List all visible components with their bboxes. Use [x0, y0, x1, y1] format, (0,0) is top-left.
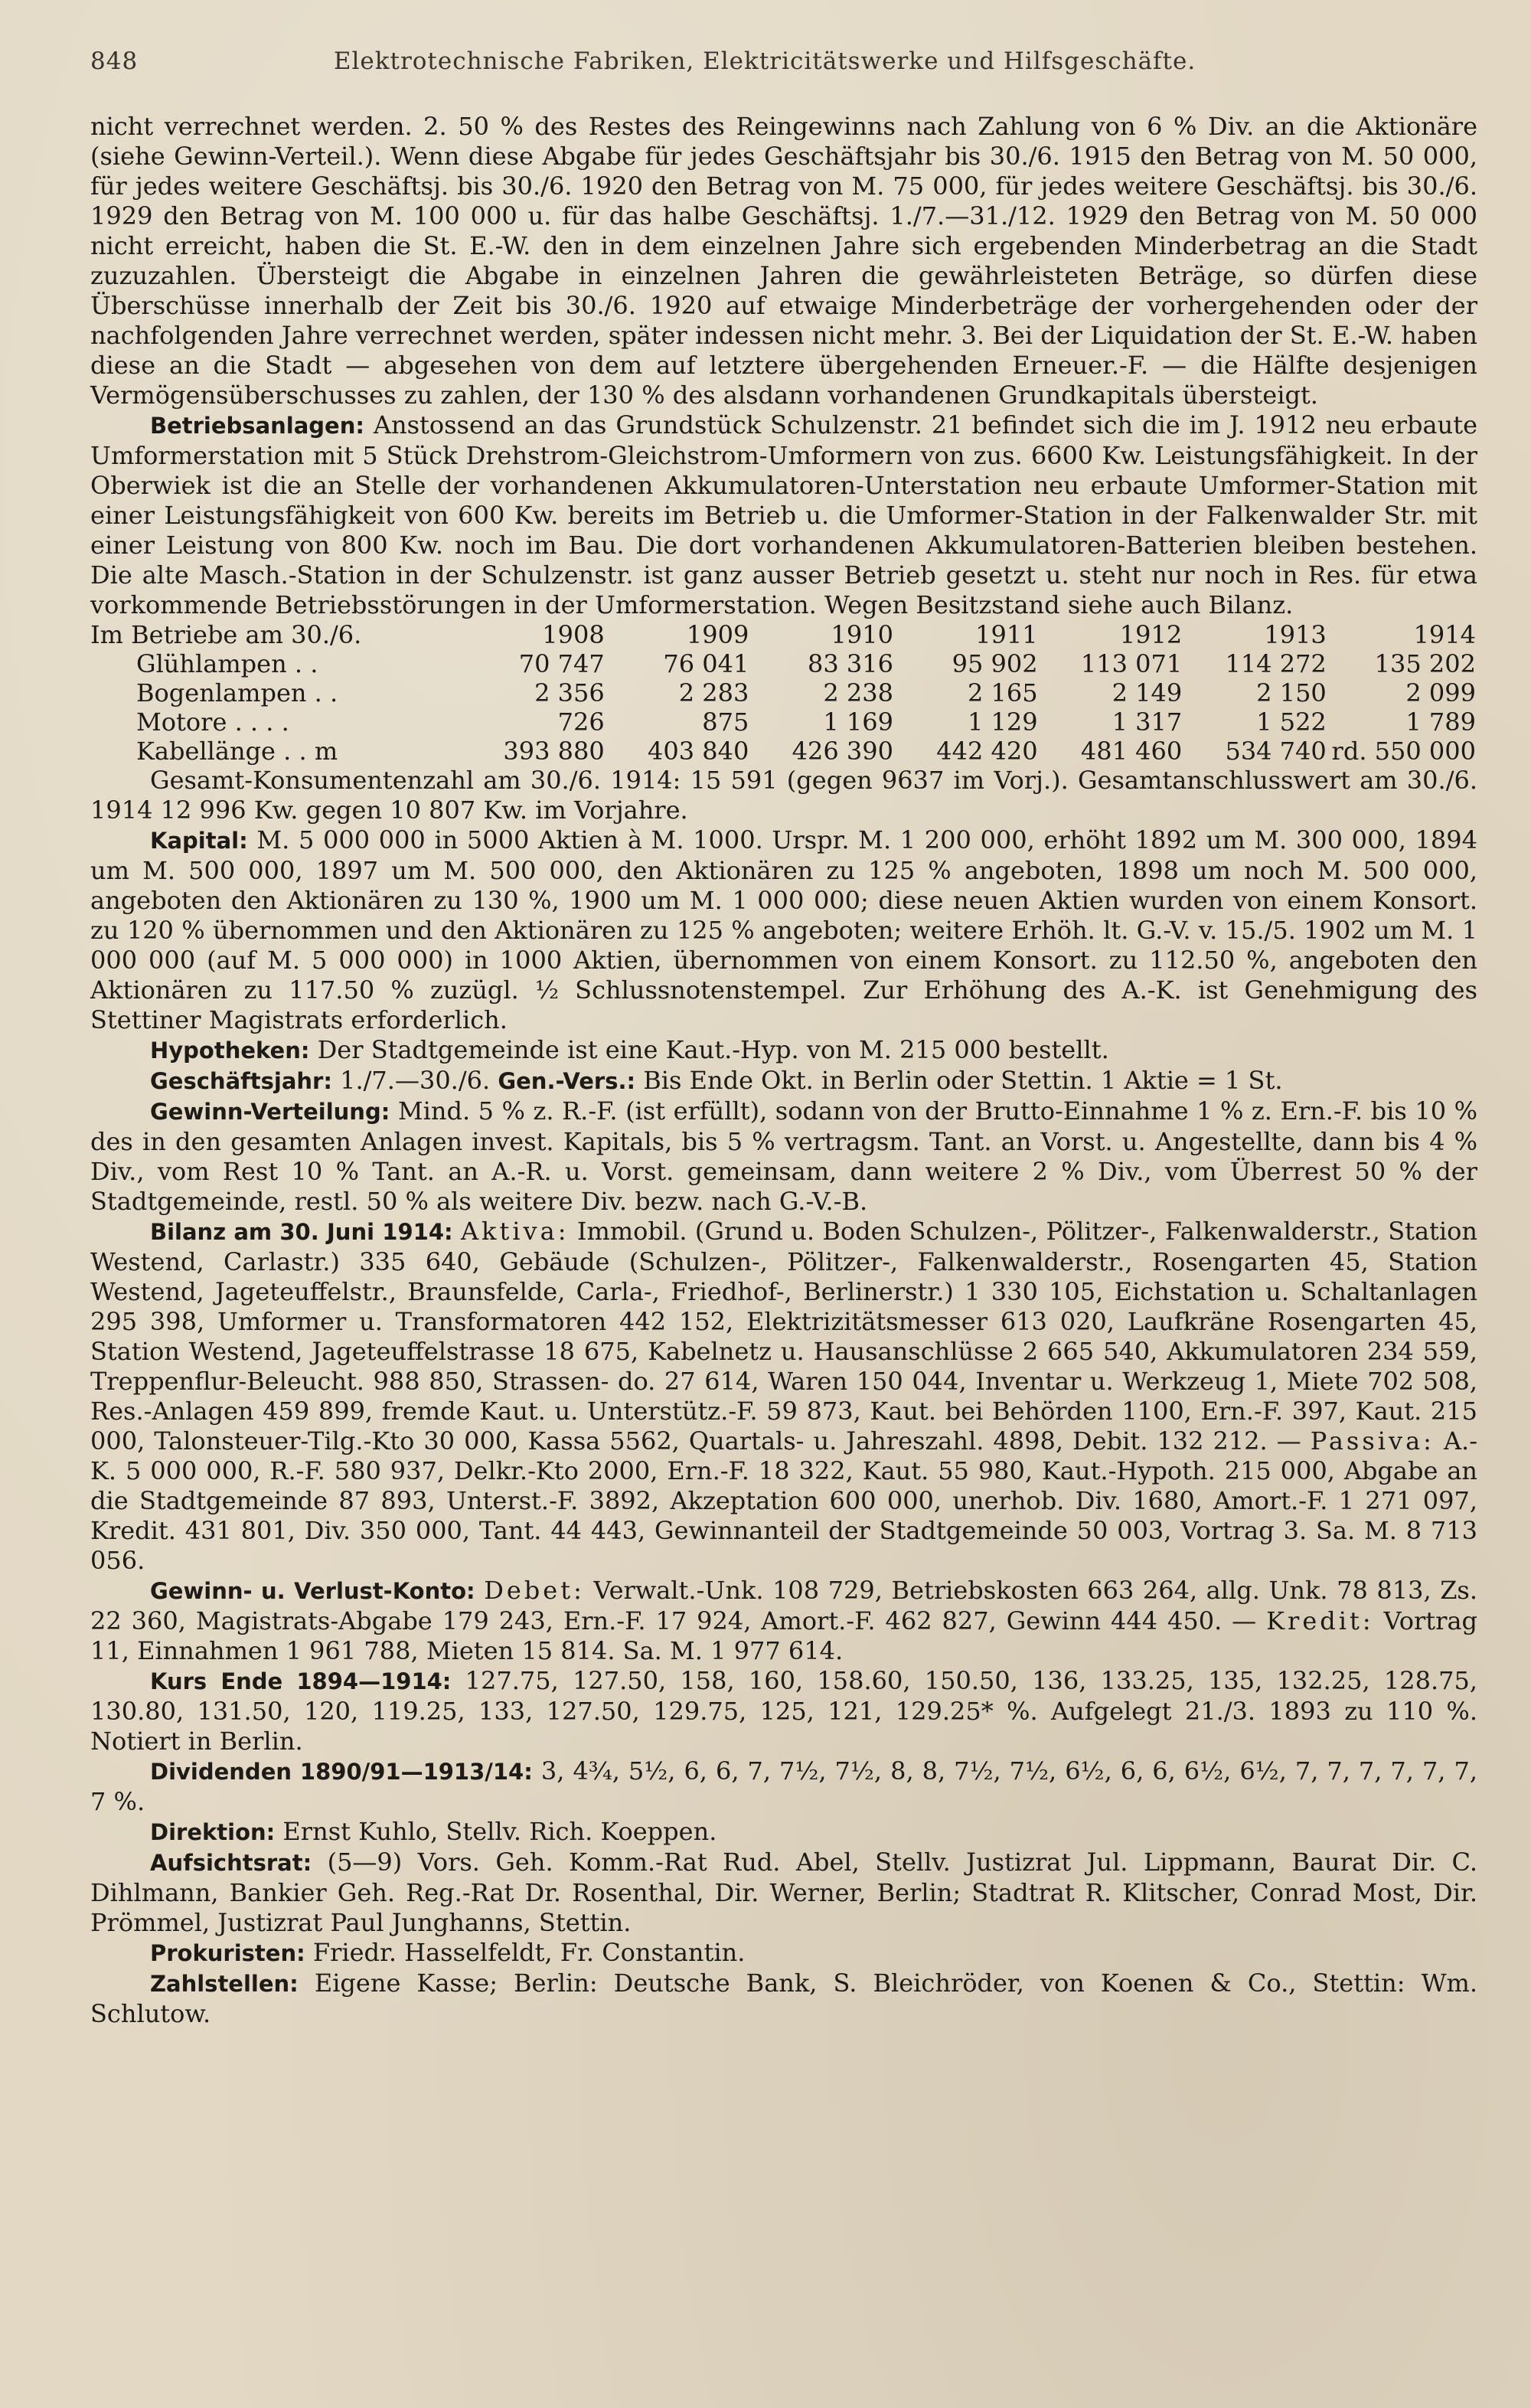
value-cell: 481 460 — [1080, 737, 1183, 766]
hypotheken-text: Der Stadtgemeinde ist eine Kaut.-Hyp. von M. 215 000 bestellt. — [317, 1035, 1109, 1064]
kurs-label: Kurs Ende 1894—1914: — [150, 1668, 452, 1694]
value-cell: 1 169 — [823, 707, 893, 737]
running-title: Elektrotechnische Fabriken, Elektricitätswerke und Hilfsgeschäfte. — [333, 47, 1196, 75]
hypotheken-paragraph — [90, 1035, 1477, 1066]
table-row — [90, 649, 1476, 678]
geschaeftsjahr-paragraph — [90, 1066, 1477, 1096]
year-cell: 1909 — [686, 620, 749, 649]
konsumenten-paragraph: Gesamt-Konsumentenzahl am 30./6. 1914: 15 591 (gegen 9637 im Vorj.). Gesamtanschlusswert am 30./6. 1914 12 996 Kw. gegen 10 807 Kw. im Vorjahre. — [90, 766, 1477, 825]
row-label: Kabellänge . . m — [136, 737, 338, 766]
aufsichtsrat-text: (5—9) Vors. Geh. Komm.-Rat Rud. Abel, Stellv. Justizrat Jul. Lippmann, Baurat Dir. C. Dihlmann, Bankier Geh. Reg.-Rat Dr. Rosenthal, Dir. Werner, Berlin; Stadtrat R. Klitscher, Conrad Most, Dir. Prömmel, Justizrat Paul Junghanns, Stettin. — [90, 1848, 1478, 1937]
year-cell: 1911 — [975, 620, 1038, 649]
year-cell: 1908 — [542, 620, 605, 649]
value-cell: 76 041 — [663, 649, 749, 678]
table-row — [90, 737, 1476, 766]
gewinnverteilung-label: Gewinn-Verteilung: — [150, 1099, 390, 1125]
passiva-label: Passiva: — [1310, 1426, 1435, 1456]
aufsichtsrat-label: Aufsichtsrat: — [150, 1850, 312, 1876]
bilanz-label: Bilanz am 30. Juni 1914: — [150, 1219, 453, 1245]
kurs-text: 127.75, 127.50, 158, 160, 158.60, 150.50, 136, 133.25, 135, 132.25, 128.75, 130.80, 131.50, 120, 119.25, 133, 127.50, 129.75, 125, 121, 129.25* %. Aufgelegt 21./3. 1893 zu 110 %. Notiert in Berlin. — [90, 1666, 1478, 1756]
value-cell: 2 165 — [967, 678, 1038, 707]
kredit-label: Kredit: — [1266, 1606, 1374, 1635]
value-cell: rd. 550 000 — [1331, 737, 1476, 766]
year-cell: 1913 — [1264, 620, 1327, 649]
direktion-label: Direktion: — [150, 1819, 276, 1845]
kapital-label: Kapital: — [150, 828, 248, 854]
year-cell: 1914 — [1413, 620, 1476, 649]
value-cell: 70 747 — [518, 649, 605, 678]
gewinnverteilung-text: Mind. 5 % z. R.-F. (ist erfüllt), sodann von der Brutto-Einnahme 1 % z. Ern.-F. bis 10 % des in den gesamten Anlagen invest. Kapitals, bis 5 % vertragsm. Tant. an Vorst. u. Angestellte, dann bis 4 % Div., vom Rest 10 % Tant. an A.-R. u. Vorst. gemeinsam, dann weitere 2 % Div., vom Überrest 50 % der Stadtgemeinde, restl. 50 % als weitere Div. bezw. nach G.-V.-B. — [90, 1096, 1478, 1216]
aufsichtsrat-paragraph — [90, 1848, 1477, 1938]
year-cell: 1910 — [831, 620, 893, 649]
value-cell: 113 071 — [1080, 649, 1183, 678]
body-text — [90, 112, 1477, 2029]
table-row — [90, 678, 1476, 707]
geschaeftsjahr-label: Geschäftsjahr: — [150, 1068, 332, 1094]
value-cell: 114 272 — [1225, 649, 1327, 678]
aktiva-text: Immobil. (Grund u. Boden Schulzen-, Pölitzer-, Falkenwalderstr., Station Westend, Carlastr.) 335 640, Gebäude (Schulzen-, Pölitzer-, Falkenwalderstr., Rosengarten 45, Station Westend, Jageteuffelstr., Braunsfelde, Carla-, Friedhof-, Berlinerstr.) 1 330 105, Eichstation u. Schaltanlagen 295 398, Umformer u. Transformatoren 442 152, Elektrizitätsmesser 613 020, Laufkräne Rosengarten 45, Station Westend, Jageteuffelstrasse 18 675, Kabelnetz u. Hausanschlüsse 2 665 540, Akkumulatoren 234 559, Treppenflur-Beleucht. 988 850, Strassen- do. 27 614, Waren 150 044, Inventar u. Werkzeug 1, Miete 702 508, Res.-Anlagen 459 899, fremde Kaut. u. Unterstütz.-F. 59 873, Kaut. bei Behörden 1100, Ern.-F. 397, Kaut. 215 000, Talonsteuer-Tilg.-Kto 30 000, Kassa 5562, Quartals- u. Jahreszahl. 4898, Debit. 132 212. — — [90, 1217, 1478, 1456]
zahlstellen-label: Zahlstellen: — [150, 1971, 299, 1997]
value-cell: 875 — [702, 707, 749, 737]
operations-table — [90, 620, 1476, 766]
betriebsanlagen-paragraph — [90, 410, 1477, 620]
value-cell: 95 902 — [952, 649, 1038, 678]
value-cell: 1 317 — [1112, 707, 1183, 737]
value-cell: 393 880 — [503, 737, 605, 766]
passiva-text: A.-K. 5 000 000, R.-F. 580 937, Delkr.-Kto 2000, Ern.-F. 18 322, Kaut. 55 980, Kaut.-Hypoth. 215 000, Abgabe an die Stadtgemeinde 87 893, Unterst.-F. 3892, Akzeptation 600 000, unerhob. Div. 1680, Amort.-F. 1 271 097, Kredit. 431 801, Div. 350 000, Tant. 44 443, Gewinnanteil der Stadtgemeinde 50 003, Vortrag 3. Sa. M. 8 713 056. — [90, 1426, 1478, 1575]
value-cell: 442 420 — [936, 737, 1038, 766]
direktion-paragraph — [90, 1817, 1477, 1848]
debet-label: Debet: — [484, 1576, 585, 1605]
kapital-paragraph — [90, 825, 1477, 1035]
table-header-row — [90, 620, 1476, 649]
value-cell: 135 202 — [1374, 649, 1476, 678]
value-cell: 534 740 — [1225, 737, 1327, 766]
kapital-text: M. 5 000 000 in 5000 Aktien à M. 1000. Urspr. M. 1 200 000, erhöht 1892 um M. 300 000, 1894 um M. 500 000, 1897 um M. 500 000, den Aktionären zu 125 % angeboten, 1898 um noch M. 500 000, angeboten den Aktionären zu 130 %, 1900 um M. 1 000 000; diese neuen Aktien wurden von einem Konsort. zu 120 % übernommen und den Aktionären zu 125 % angeboten; weitere Erhöh. lt. G.-V. v. 15./5. 1902 um M. 1 000 000 (auf M. 5 000 000) in 1000 Aktien, übernommen von einem Konsort. zu 112.50 %, angeboten den Aktionären zu 117.50 % zuzügl. ½ Schlussnotenstempel. Zur Erhöhung des A.-K. ist Genehmigung des Stettiner Magistrats erforderlich. — [90, 825, 1478, 1034]
value-cell: 83 316 — [807, 649, 893, 678]
running-header — [90, 47, 1477, 81]
direktion-text: Ernst Kuhlo, Stellv. Rich. Koeppen. — [282, 1817, 717, 1846]
hypotheken-label: Hypotheken: — [150, 1037, 310, 1064]
gen-vers-text: Bis Ende Okt. in Berlin oder Stettin. 1 Aktie = 1 St. — [643, 1066, 1283, 1095]
value-cell: 726 — [557, 707, 605, 737]
debet-text: Verwalt.-Unk. 108 729, Betriebskosten 663 264, allg. Unk. 78 813, Zs. 22 360, Magistrats-Abgabe 179 243, Ern.-F. 17 924, Amort.-F. 462 827, Gewinn 444 450. — — [90, 1576, 1478, 1635]
dividenden-label: Dividenden 1890/91—1913/14: — [150, 1759, 533, 1785]
row-label: Bogenlampen . . — [136, 678, 338, 707]
table-row — [90, 707, 1476, 737]
geschaeftsjahr-text: 1./7.—30./6. — [340, 1066, 491, 1095]
value-cell: 1 129 — [967, 707, 1038, 737]
prokuristen-text: Friedr. Hasselfeldt, Fr. Constantin. — [312, 1938, 746, 1967]
gewinnverteilung-paragraph — [90, 1096, 1477, 1217]
value-cell: 2 238 — [823, 678, 893, 707]
bilanz-paragraph — [90, 1217, 1477, 1576]
table-header-label: Im Betriebe am 30./6. — [90, 620, 362, 649]
value-cell: 2 150 — [1256, 678, 1327, 707]
betriebsanlagen-label: Betriebsanlagen: — [150, 413, 364, 439]
zahlstellen-paragraph — [90, 1969, 1477, 2029]
dividenden-paragraph — [90, 1756, 1477, 1817]
dividenden-text: 3, 4¾, 5½, 6, 6, 7, 7½, 7½, 8, 8, 7½, 7½, 6½, 6, 6, 6½, 6½, 7, 7, 7, 7, 7, 7, 7 %. — [90, 1756, 1478, 1816]
row-label: Glühlampen . . — [136, 649, 318, 678]
value-cell: 403 840 — [648, 737, 749, 766]
value-cell: 1 789 — [1405, 707, 1476, 737]
value-cell: 2 356 — [534, 678, 605, 707]
year-cell: 1912 — [1119, 620, 1183, 649]
value-cell: 2 149 — [1112, 678, 1183, 707]
guv-paragraph — [90, 1576, 1477, 1666]
zahlstellen-text: Eigene Kasse; Berlin: Deutsche Bank, S. Bleichröder, von Koenen & Co., Stettin: Wm. Schlutow. — [90, 1969, 1478, 2028]
value-cell: 2 283 — [678, 678, 749, 707]
betriebsanlagen-text: Anstossend an das Grundstück Schulzenstr. 21 befindet sich die im J. 1912 neu erbaute Umformerstation mit 5 Stück Drehstrom-Gleichstrom-Umformern von zus. 6600 Kw. Leistungsfähigkeit. In der Oberwiek ist die an Stelle der vorhandenen Akkumulatoren-Unterstation neu erbaute Umformer-Station mit einer Leistungsfähigkeit von 600 Kw. bereits im Betrieb u. die Umformer-Station in der Falkenwalder Str. mit einer Leistung von 800 Kw. noch im Bau. Die dort vorhandenen Akkumulatoren-Batterien bleiben bestehen. Die alte Masch.-Station in der Schulzenstr. ist ganz ausser Betrieb gesetzt u. steht nur noch in Res. für etwa vorkommende Betriebsstörungen in der Umformerstation. Wegen Besitzstand siehe auch Bilanz. — [90, 410, 1478, 619]
value-cell: 426 390 — [792, 737, 893, 766]
aktiva-label: Aktiva: — [460, 1217, 570, 1246]
intro-paragraph: nicht verrechnet werden. 2. 50 % des Restes des Reingewinns nach Zahlung von 6 % Div. an die Aktionäre (siehe Gewinn-Verteil.). Wenn diese Abgabe für jedes Geschäftsjahr bis 30./6. 1915 den Betrag von M. 50 000, für jedes weitere Geschäftsj. bis 30./6. 1920 den Betrag von M. 75 000, für jedes weitere Geschäftsj. bis 30./6. 1929 den Betrag von M. 100 000 u. für das halbe Geschäftsj. 1./7.—31./12. 1929 den Betrag von M. 50 000 nicht erreicht, haben die St. E.-W. den in dem einzelnen Jahre sich ergebenden Minderbetrag an die Stadt zuzuzahlen. Übersteigt die Abgabe in einzelnen Jahren die gewährleisteten Beträge, so dürfen diese Überschüsse innerhalb der Zeit bis 30./6. 1920 auf etwaige Minderbeträge der vorhergehenden oder der nachfolgenden Jahre verrechnet werden, später indessen nicht mehr. 3. Bei der Liquidation der St. E.-W. haben diese an die Stadt — abgesehen von dem auf letztere übergehenden Erneuer.-F. — die Hälfte desjenigen Vermögensüberschusses zu zahlen, der 130 % des alsdann vorhandenen Grundkapitals übersteigt. — [90, 112, 1477, 410]
page-number: 848 — [90, 47, 139, 75]
kredit-text: Vortrag 11, Einnahmen 1 961 788, Mieten 15 814. Sa. M. 1 977 614. — [90, 1606, 1477, 1665]
guv-label: Gewinn- u. Verlust-Konto: — [150, 1578, 475, 1604]
row-label: Motore . . . . — [136, 707, 289, 737]
kurs-paragraph — [90, 1666, 1477, 1756]
value-cell: 2 099 — [1405, 678, 1476, 707]
value-cell: 1 522 — [1256, 707, 1327, 737]
gen-vers-label: Gen.-Vers.: — [498, 1068, 636, 1094]
prokuristen-paragraph — [90, 1938, 1477, 1969]
prokuristen-label: Prokuristen: — [150, 1940, 305, 1966]
